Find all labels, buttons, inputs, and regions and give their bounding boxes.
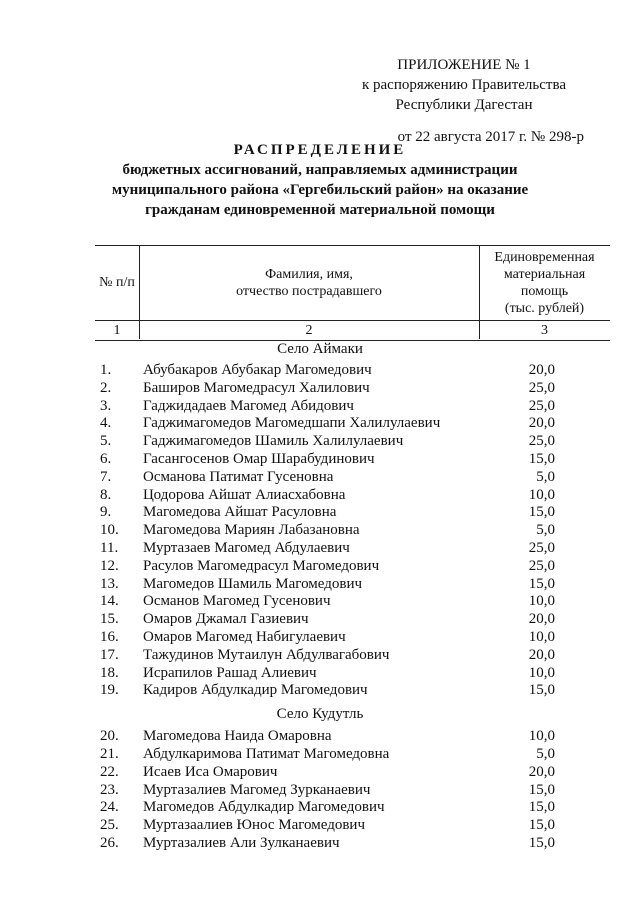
appendix-date: от 22 августа 2017 г. № 298-р (397, 129, 584, 145)
document-title: РАСПРЕДЕЛЕНИЕ (233, 142, 407, 158)
row-number: 26. (100, 835, 119, 851)
aid-amount: 20,0 (528, 646, 555, 663)
recipient-name: Абубакаров Абубакар Магомедович (143, 362, 372, 378)
section-title: Село Аймаки (277, 341, 363, 357)
table-row (0, 611, 640, 629)
aid-amount: 10,0 (528, 593, 555, 610)
row-number: 7. (100, 468, 112, 485)
row-number: 17. (100, 646, 119, 663)
recipient-name: Исрапилов Рашад Алиевич (143, 664, 317, 681)
row-number: 10. (100, 522, 119, 539)
table-row (0, 799, 640, 817)
aid-amount: 25,0 (528, 433, 555, 450)
header-number: № п/п (95, 246, 140, 320)
table-row (0, 398, 640, 416)
table-row (0, 682, 640, 700)
aid-amount: 10,0 (528, 664, 555, 681)
row-number: 22. (100, 763, 119, 780)
aid-amount: 15,0 (528, 504, 555, 521)
aid-amount: 10,0 (528, 629, 555, 645)
recipient-name: Османова Патимат Гусеновна (143, 468, 334, 485)
column-number: 2 (139, 321, 480, 339)
aid-amount: 15,0 (528, 817, 555, 834)
aid-amount: 25,0 (528, 557, 555, 574)
table-row (0, 728, 640, 746)
recipient-name: Омаров Джамал Газиевич (143, 611, 309, 628)
header-amount-line: Единовременная (494, 250, 595, 265)
table-row (0, 558, 640, 576)
row-number: 25. (100, 817, 119, 834)
table-row (0, 576, 640, 594)
subtitle-line: муниципального района «Гергебильский район» на оказание (111, 182, 529, 198)
recipient-name: Гаджидадаев Магомед Абидович (143, 397, 354, 414)
table-row (0, 487, 640, 505)
table-row (0, 764, 640, 782)
appendix-line: Республики Дагестан (395, 97, 533, 113)
recipient-name: Абдулкаримова Патимат Магомедовна (143, 746, 390, 762)
table-row (0, 593, 640, 611)
aid-amount: 10,0 (528, 486, 555, 503)
table-row (0, 469, 640, 487)
recipient-name: Муртазаев Магомед Абдулаевич (143, 540, 350, 556)
row-number: 14. (100, 593, 119, 610)
row-number: 3. (100, 397, 112, 414)
table-row (0, 522, 640, 540)
recipient-name: Гаджимагомедов Шамиль Халилулаевич (143, 433, 404, 450)
appendix-block (344, 55, 584, 147)
row-number: 13. (100, 575, 119, 592)
aid-amount: 15,0 (528, 781, 555, 798)
aid-amount: 15,0 (528, 835, 555, 851)
appendix-line: к распоряжению Правительства (361, 77, 566, 93)
row-number: 11. (100, 540, 119, 556)
table-row (0, 746, 640, 764)
appendix-title: ПРИЛОЖЕНИЕ № 1 (397, 57, 531, 73)
subtitle-line: гражданам единовременной материальной помощи (145, 202, 495, 218)
row-number: 18. (100, 664, 119, 681)
aid-amount: 15,0 (528, 799, 555, 816)
aid-amount: 10,0 (528, 728, 555, 745)
header-name-line: Фамилия, имя, (265, 267, 353, 282)
table-row (0, 433, 640, 451)
header-amount (479, 246, 610, 320)
recipient-name: Исаев Иса Омарович (143, 763, 278, 780)
row-number: 21. (100, 746, 119, 762)
aid-amount: 5,0 (536, 522, 555, 539)
row-number: 9. (100, 504, 112, 521)
row-number: 20. (100, 728, 119, 745)
row-number: 1. (100, 362, 112, 378)
table-header-row (95, 245, 610, 321)
recipient-name: Магомедова Айшат Расуловна (143, 504, 337, 521)
aid-amount: 15,0 (528, 682, 555, 699)
row-number: 2. (100, 379, 112, 396)
row-number: 16. (100, 629, 119, 645)
distribution-table-header (95, 245, 610, 341)
table-row (0, 415, 640, 433)
row-number: 15. (100, 611, 119, 628)
header-name-line: отчество пострадавшего (236, 284, 382, 299)
table-row (0, 380, 640, 398)
table-row (0, 665, 640, 683)
aid-amount: 20,0 (528, 362, 555, 378)
row-number: 19. (100, 682, 119, 699)
column-number: 1 (95, 321, 140, 339)
recipient-name: Муртазалиев Магомед Зурканаевич (143, 781, 371, 798)
aid-amount: 20,0 (528, 611, 555, 628)
aid-amount: 15,0 (528, 575, 555, 592)
row-number: 8. (100, 486, 112, 503)
header-amount-line: помощь (520, 284, 569, 299)
aid-amount: 15,0 (528, 451, 555, 467)
row-number: 12. (100, 557, 119, 574)
recipient-name: Османов Магомед Гусенович (143, 593, 331, 610)
row-number: 4. (100, 415, 112, 432)
aid-amount: 25,0 (528, 379, 555, 396)
aid-amount: 20,0 (528, 763, 555, 780)
table-row (0, 451, 640, 469)
recipient-name: Баширов Магомедрасул Халилович (143, 379, 370, 396)
row-number: 23. (100, 781, 119, 798)
table-row (0, 362, 640, 380)
aid-amount: 5,0 (536, 746, 555, 762)
recipient-name: Магомедова Наида Омаровна (143, 728, 332, 745)
row-number: 6. (100, 451, 112, 467)
aid-amount: 25,0 (528, 397, 555, 414)
header-amount-line: (тыс. рублей) (504, 301, 585, 316)
recipient-name: Муртазаалиев Юнос Магомедович (143, 817, 365, 834)
table-row (0, 504, 640, 522)
row-number: 5. (100, 433, 112, 450)
aid-amount: 20,0 (528, 415, 555, 432)
recipient-name: Омаров Магомед Набигулаевич (143, 629, 346, 645)
recipient-name: Муртазалиев Али Зулканаевич (143, 835, 340, 851)
recipient-name: Тажудинов Мутаилун Абдулвагабович (143, 646, 390, 663)
recipient-name: Магомедов Шамиль Магомедович (143, 575, 363, 592)
column-number: 3 (541, 323, 548, 338)
table-row (0, 540, 640, 558)
table-row (0, 629, 640, 647)
header-amount-line: материальная (503, 267, 586, 282)
table-row (0, 647, 640, 665)
recipient-name: Гасангосенов Омар Шарабудинович (143, 451, 375, 467)
table-row (0, 835, 640, 853)
document-subtitle (60, 160, 580, 220)
recipient-name: Магомедова Мариян Лабазановна (143, 522, 360, 539)
recipient-name: Расулов Магомедрасул Магомедович (143, 557, 380, 574)
section-title: Село Кудутль (276, 706, 364, 723)
recipient-name: Кадиров Абдулкадир Магомедович (143, 682, 368, 699)
aid-amount: 25,0 (528, 540, 555, 556)
recipient-name: Магомедов Абдулкадир Магомедович (143, 799, 385, 816)
column-number-row (95, 321, 610, 341)
aid-amount: 5,0 (536, 468, 555, 485)
recipient-name: Гаджимагомедов Магомедшапи Халилулаевич (143, 415, 441, 432)
table-row (0, 817, 640, 835)
subtitle-line: бюджетных ассигнований, направляемых администрации (122, 162, 518, 178)
header-name (139, 246, 480, 320)
row-number: 24. (100, 799, 119, 816)
recipient-name: Цодорова Айшат Алиасхабовна (143, 486, 346, 503)
table-row (0, 782, 640, 800)
